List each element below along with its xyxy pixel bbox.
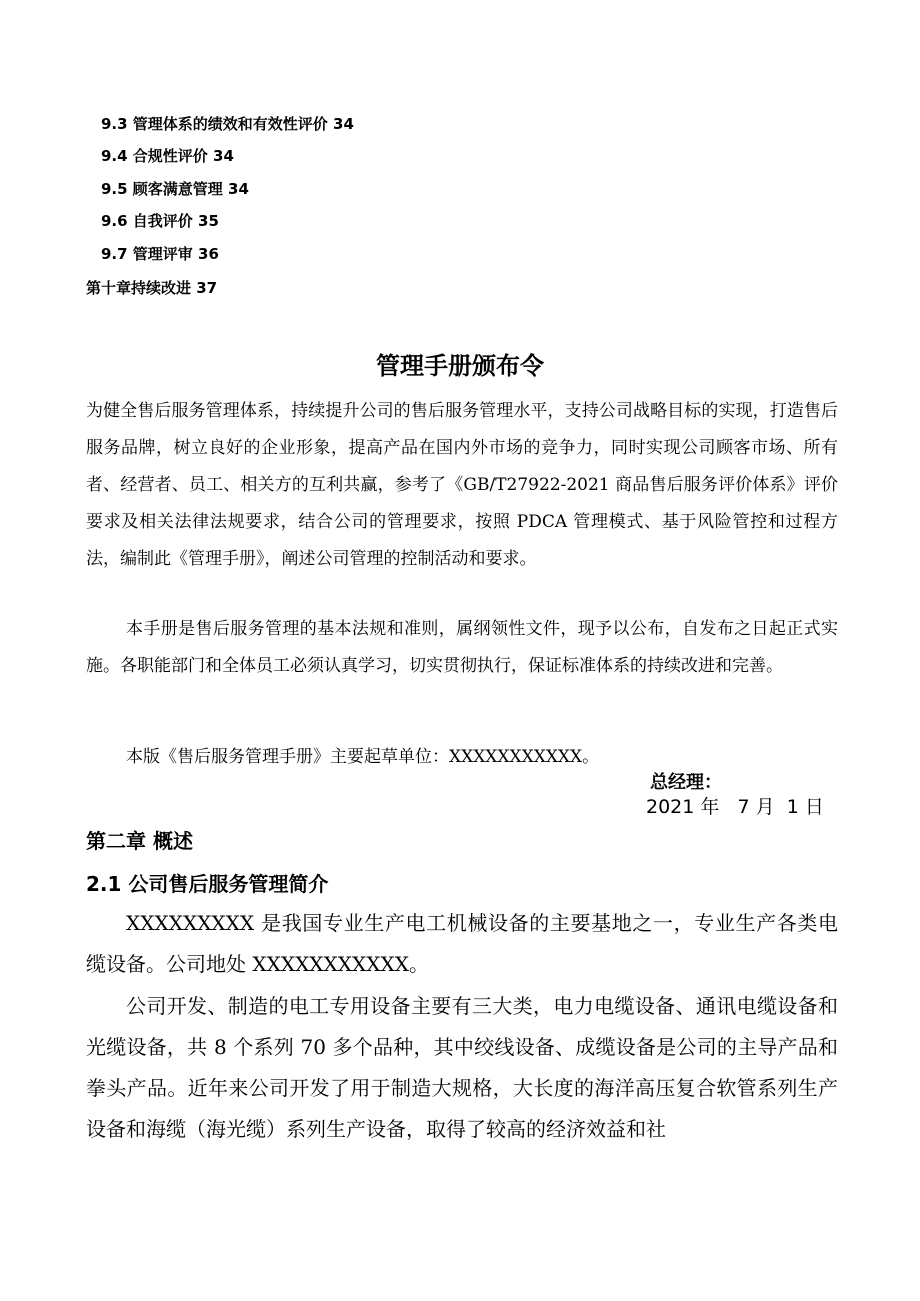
decree-paragraph-1: 为健全售后服务管理体系，持续提升公司的售后服务管理水平，支持公司战略目标的实现，打造售后服务品牌，树立良好的企业形象，提高产品在国内外市场的竞争力，同时实现公司顾客市场、所有者、经营者、员工、相关方的互利共赢，参考了《GB/T27922-2021 商品售后服务评价体系》评价要求及相关法律法规要求，结合公司的管理要求，按照 PDCA 管理模式、基于风险管控和过程方法，编制此《管理手册》，阐述公司管理的控制活动和要求。 [86, 401, 838, 569]
decree-paragraph-2: 本手册是售后服务管理的基本法规和准则，属纲领性文件，现予以公布，自发布之日起正式实施。各职能部门和全体员工必须认真学习，切实贯彻执行，保证标准体系的持续改进和完善。 [86, 619, 838, 676]
company-intro-paragraph-1: XXXXXXXXX 是我国专业生产电工机械设备的主要基地之一，专业生产各类电缆设备。公司地处 XXXXXXXXXXX。 [86, 911, 838, 976]
toc-entry-9-7[interactable]: 9.7 管理评审 36 [101, 245, 219, 263]
toc-entry-9-4[interactable]: 9.4 合规性评价 34 [101, 147, 234, 165]
company-intro-paragraph-2: 公司开发、制造的电工专用设备主要有三大类，电力电缆设备、通讯电缆设备和光缆设备，共 8 个系列 70 多个品种，其中绞线设备、成缆设备是公司的主导产品和拳头产品。近年来公司开发了用于制造大规格，大长度的海洋高压复合软管系列生产设备和海缆（海光缆）系列生产设备，取得了较高的经济效益和社 [86, 994, 838, 1141]
toc-entry-9-3[interactable]: 9.3 管理体系的绩效和有效性评价 34 [101, 115, 354, 133]
toc-entry-9-5[interactable]: 9.5 顾客满意管理 34 [101, 180, 249, 198]
section-heading: 2.1 公司售后服务管理简介 [86, 872, 329, 896]
toc-entry-chapter-10[interactable]: 第十章持续改进 37 [86, 279, 218, 297]
toc-entry-9-6[interactable]: 9.6 自我评价 35 [101, 212, 219, 230]
signature-label: 总经理： [650, 772, 722, 793]
decree-title: 管理手册颁布令 [376, 352, 544, 380]
decree-date: 2021 年 7 月 1 日 [646, 796, 824, 818]
decree-paragraph-3: 本版《售后服务管理手册》主要起草单位：XXXXXXXXXXX。 [126, 747, 600, 767]
chapter-heading: 第二章 概述 [86, 829, 193, 853]
